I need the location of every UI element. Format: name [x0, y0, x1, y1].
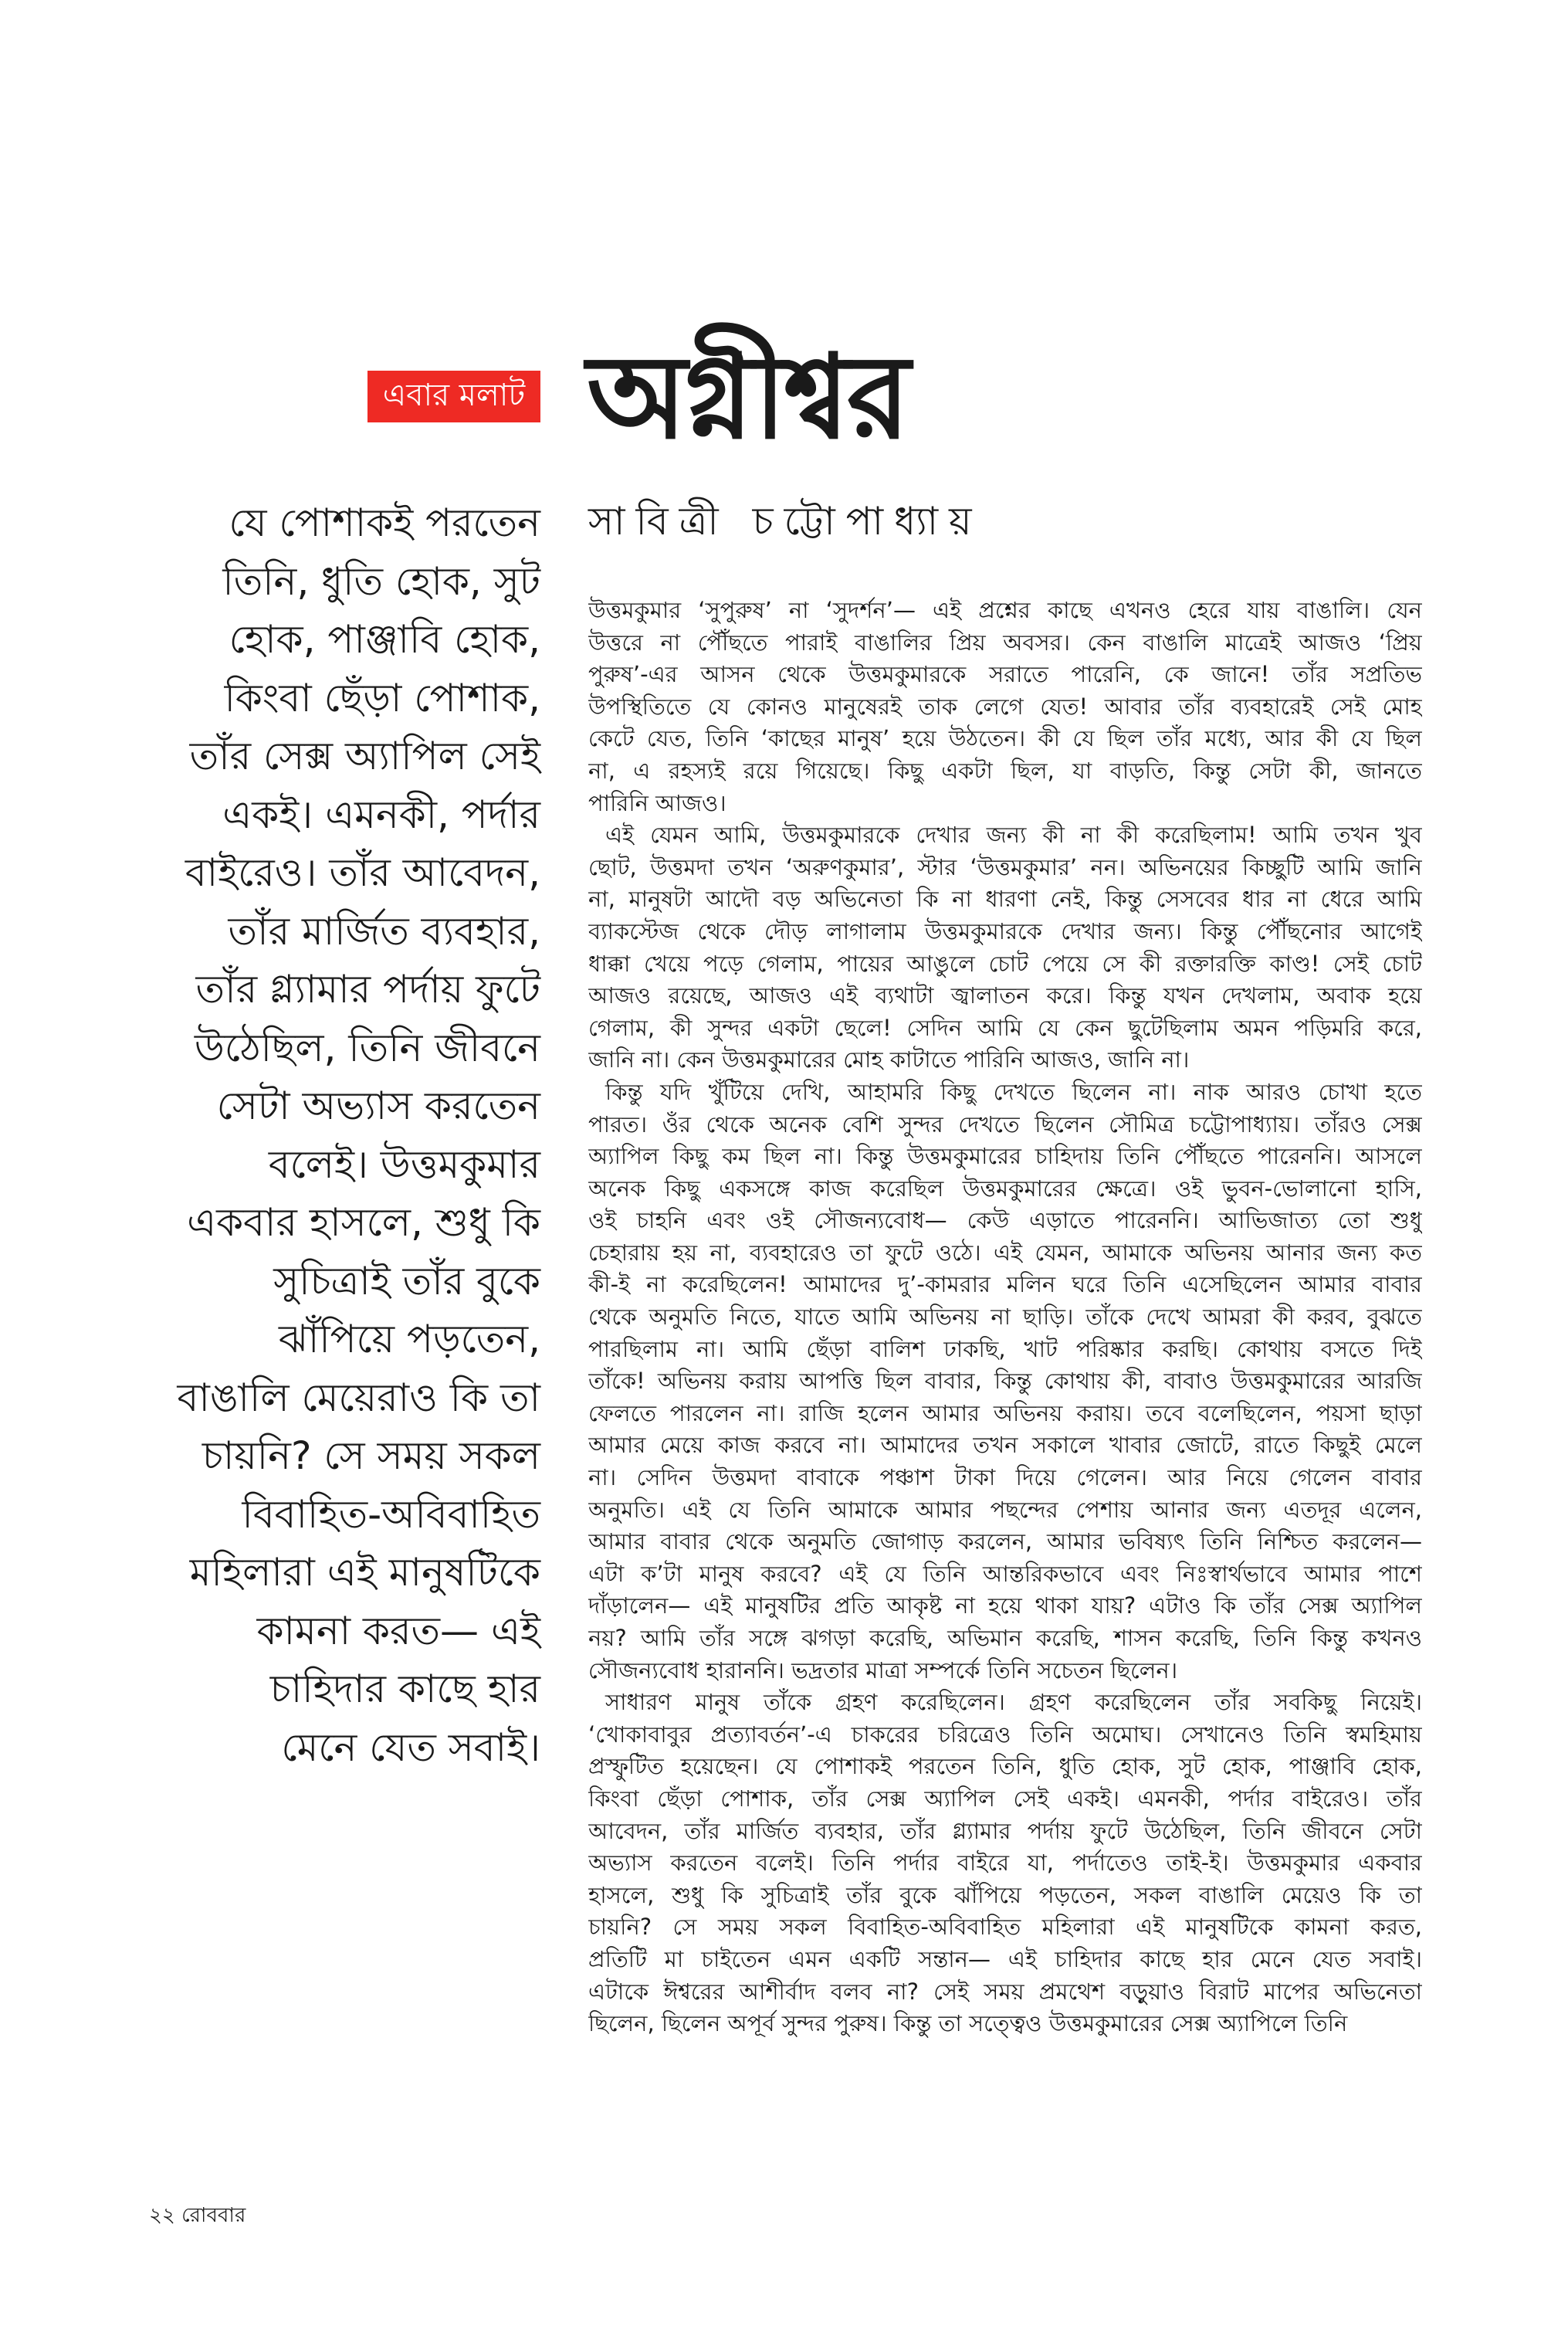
body-text-line: ছিলেন, ছিলেন অপূর্ব সুন্দর পুরুষ। কিন্তু তা সত্ত্বেও উত্তমকুমারের সেক্স অ্যাপিলে তিনি: [588, 2010, 1348, 2037]
body-text-line: ধাক্কা খেয়ে পড়ে গেলাম, পায়ের আঙুলে চোট পেয়ে সে কী রক্তারক্তি কাণ্ড! সেই চোট: [588, 950, 1422, 977]
body-text-line: এই যেমন আমি, উত্তমকুমারকে দেখার জন্য কী না কী করেছিলাম! আমি তখন খুব: [605, 822, 1422, 849]
body-text-line: পুরুষ’-এর আসন থেকে উত্তমকুমারকে সরাতে পারেনি, কে জানে! তাঁর সপ্রতিভ: [588, 661, 1422, 688]
body-text-line: আজও রয়েছে, আজও এই ব্যথাটা জ্বালাতন করে। কিন্তু যখন দেখলাম, অবাক হয়ে: [588, 982, 1422, 1009]
body-text-line: উত্তরে না পৌঁছতে পারাই বাঙালির প্রিয় অবসর। কেন বাঙালি মাত্রেই আজও ‘প্রিয়: [588, 629, 1422, 656]
body-text-line: চেহারায় হয় না, ব্যবহারেও তা ফুটে ওঠে। এই যেমন, আমাকে অভিনয় আনার জন্য কত: [588, 1239, 1422, 1266]
pull-quote-line: একই। এমনকী, পর্দার: [222, 792, 540, 837]
pull-quote-line: বিবাহিত-অবিবাহিত: [242, 1491, 540, 1537]
body-text-line: ব্যাকস্টেজ থেকে দৌড় লাগালাম উত্তমকুমারকে দেখার জন্য। কিন্তু পৌঁছনোর আগেই: [588, 917, 1422, 944]
body-text-line: কেটে যেত, তিনি ‘কাছের মানুষ’ হয়ে উঠতেন। কী যে ছিল তাঁর মধ্যে, আর কী যে ছিল: [588, 725, 1422, 752]
body-text-line: আমার মেয়ে কাজ করবে না। আমাদের তখন সকালে খাবার জোটে, রাতে কিছুই মেলে: [588, 1432, 1422, 1459]
pull-quote-line: সুচিত্রাই তাঁর বুকে: [273, 1258, 540, 1304]
body-text-line: কিংবা ছেঁড়া পোশাক, তাঁর সেক্স অ্যাপিল সেই একই। এমনকী, পর্দার বাইরেও। তাঁর: [588, 1785, 1422, 1812]
pull-quote-line: তিনি, ধুতি হোক, সুট: [222, 558, 540, 604]
body-text-line: অ্যাপিল কিছু কম ছিল না। কিন্তু উত্তমকুমারের চাহিদায় তিনি পৌঁছতে পারেননি। আসলে: [588, 1143, 1422, 1170]
body-text-line: গেলাম, কী সুন্দর একটা ছেলে! সেদিন আমি যে কেন ছুটেছিলাম অমন পড়িমরি করে,: [588, 1014, 1422, 1041]
body-text-line: অনুমতি। এই যে তিনি আমাকে আমার পছন্দের পেশায় আনার জন্য এতদূর এলেন,: [588, 1496, 1422, 1523]
body-text-line: ছোট, উত্তমদা তখন ‘অরুণকুমার’, স্টার ‘উত্তমকুমার’ নন। অভিনয়ের কিচ্ছুটি আমি জানি: [588, 853, 1422, 880]
body-text-line: প্রতিটি মা চাইতেন এমন একটি সন্তান— এই চাহিদার কাছে হার মেনে যেত সবাই।: [588, 1945, 1422, 1972]
pull-quote-line: হোক, পাঞ্জাবি হোক,: [229, 617, 540, 662]
pull-quote-line: চাহিদার কাছে হার: [269, 1667, 540, 1711]
paragraph: [588, 595, 1422, 819]
body-text-line: হাসলে, শুধু কি সুচিত্রাই তাঁর বুকে ঝাঁপিয়ে পড়তেন, সকল বাঙালি মেয়েও কি তা: [588, 1881, 1422, 1908]
pull-quote-line: যে পোশাকই পরতেন: [229, 500, 540, 545]
pull-quote-line: কামনা করত— এই: [256, 1608, 540, 1653]
body-text-line: পারিনি আজও।: [588, 789, 726, 816]
section-label-badge: এবার মলাট: [367, 371, 540, 422]
body-text-line: ওই চাহনি এবং ওই সৌজন্যবোধ— কেউ এড়াতে পারেননি। আভিজাত্য তো শুধু: [588, 1207, 1422, 1234]
body-text-line: দাঁড়ালেন— এই মানুষটির প্রতি আকৃষ্ট না হয়ে থাকা যায়? এটাও কি তাঁর সেক্স অ্যাপিল: [588, 1592, 1422, 1619]
pull-quote-line: বাইরেও। তাঁর আবেদন,: [185, 850, 540, 895]
pull-quote-line: তাঁর সেক্স অ্যাপিল সেই: [189, 734, 540, 778]
pull-quote-line: ঝাঁপিয়ে পড়তেন,: [278, 1317, 540, 1361]
author-byline: সাবিত্রী চট্টোপাধ্যায়: [588, 499, 983, 544]
paragraph: [588, 819, 1422, 1077]
body-text-line: সৌজন্যবোধ হারাননি। ভদ্রতার মাত্রা সম্পর্কে তিনি সচেতন ছিলেন।: [588, 1656, 1178, 1683]
body-text-line: অভ্যাস করতেন বলেই। তিনি পর্দার বাইরে যা, পর্দাতেও তাই-ই। উত্তমকুমার একবার: [588, 1850, 1422, 1877]
body-text-line: চায়নি? সে সময় সকল বিবাহিত-অবিবাহিত মহিলারা এই মানুষটিকে কামনা করত,: [588, 1914, 1422, 1941]
page-footer: ২২ রোববার: [149, 2204, 246, 2227]
body-text-line: থেকে অনুমতি নিতে, যাতে আমি অভিনয় না ছাড়ি। তাঁকে দেখে আমরা কী করব, বুঝতে: [588, 1304, 1422, 1331]
body-text-line: ‘খোকাবাবুর প্রত্যাবর্তন’-এ চাকরের চরিত্রেও তিনি অমোঘ। সেখানেও তিনি স্বমহিমায়: [588, 1721, 1422, 1748]
body-text-line: এটা ক’টা মানুষ করবে? এই যে তিনি আন্তরিকভাবে এবং নিঃস্বার্থভাবে আমার পাশে: [588, 1560, 1422, 1587]
paragraph: [588, 1077, 1422, 1687]
article-title: অগ্নীশ্বর: [587, 331, 908, 465]
body-text-line: সাধারণ মানুষ তাঁকে গ্রহণ করেছিলেন। গ্রহণ করেছিলেন তাঁর সবকিছু নিয়েই।: [605, 1689, 1422, 1716]
body-text-line: তাঁকে! অভিনয় করায় আপত্তি ছিল বাবার, কিন্তু কোথায় কী, বাবাও উত্তমকুমারের আরজি: [588, 1368, 1422, 1395]
pull-quote-line: বাঙালি মেয়েরাও কি তা: [177, 1375, 540, 1420]
body-text-line: প্রস্ফুটিত হয়েছেন। যে পোশাকই পরতেন তিনি, ধুতি হোক, সুট হোক, পাঞ্জাবি হোক,: [588, 1753, 1422, 1780]
pull-quote: [131, 494, 540, 1777]
paragraph: [588, 1687, 1422, 2040]
body-text-line: আমার বাবার থেকে অনুমতি জোগাড় করলেন, আমার ভবিষ্যৎ তিনি নিশ্চিত করলেন—: [588, 1528, 1422, 1555]
body-text-line: জানি না। কেন উত্তমকুমারের মোহ কাটাতে পারিনি আজও, জানি না।: [588, 1046, 1190, 1073]
pull-quote-line: উঠেছিল, তিনি জীবনে: [194, 1025, 540, 1070]
body-text-line: না, এ রহস্যই রয়ে গিয়েছে। কিছু একটা ছিল, যা বাড়তি, কিন্তু সেটা কী, জানতে: [588, 757, 1422, 784]
article-body: [588, 595, 1422, 2040]
body-text-line: পারত। ওঁর থেকে অনেক বেশি সুন্দর দেখতে ছিলেন সৌমিত্র চট্টোপাধ্যায়। তাঁরও সেক্স: [588, 1110, 1422, 1138]
pull-quote-line: তাঁর গ্ল্যামার পর্দায় ফুটে: [195, 967, 540, 1012]
pull-quote-line: একবার হাসলে, শুধু কি: [187, 1200, 540, 1245]
body-text-line: অনেক কিছু একসঙ্গে কাজ করেছিল উত্তমকুমারের ক্ষেত্রে। ওই ভুবন-ভোলানো হাসি,: [588, 1175, 1422, 1202]
body-text-line: না, মানুষটা আদৌ বড় অভিনেতা কি না ধারণা নেই, কিন্তু সেসবের ধার না ধেরে আমি: [588, 886, 1422, 913]
body-text-line: ফেলতে পারলেন না। রাজি হলেন আমার অভিনয় করায়। তবে বলেছিলেন, পয়সা ছাড়া: [588, 1399, 1422, 1426]
body-text-line: না। সেদিন উত্তমদা বাবাকে পঞ্চাশ টাকা দিয়ে গেলেন। আর নিয়ে গেলেন বাবার: [588, 1464, 1422, 1491]
body-text-line: কী-ই না করেছিলেন! আমাদের দু’-কামরার মলিন ঘরে তিনি এসেছিলেন আমার বাবার: [588, 1271, 1422, 1298]
body-text-line: কিন্তু যদি খুঁটিয়ে দেখি, আহামরি কিছু দেখতে ছিলেন না। নাক আরও চোখা হতে: [605, 1078, 1422, 1105]
body-text-line: নয়? আমি তাঁর সঙ্গে ঝগড়া করেছি, অভিমান করেছি, শাসন করেছি, তিনি কিন্তু কখনও: [588, 1625, 1422, 1651]
body-text-line: পারছিলাম না। আমি ছেঁড়া বালিশ ঢাকছি, খাট পরিষ্কার করছি। কোথায় বসতে দিই: [588, 1335, 1422, 1362]
body-text-line: এটাকে ঈশ্বরের আশীর্বাদ বলব না? সেই সময় প্রমথেশ বড়ুয়াও বিরাট মাপের অভিনেতা: [588, 1978, 1422, 2005]
body-text-line: উপস্থিতিতে যে কোনও মানুষেরই তাক লেগে যেত! আবার তাঁর ব্যবহারেই সেই মোহ: [588, 693, 1422, 720]
pull-quote-line: মেনে যেত সবাই।: [281, 1724, 540, 1770]
pull-quote-line: কিংবা ছেঁড়া পোশাক,: [224, 675, 540, 721]
body-text-line: আবেদন, তাঁর মার্জিত ব্যবহার, তাঁর গ্ল্যামার পর্দায় ফুটে উঠেছিল, তিনি জীবনে সেটা: [588, 1817, 1422, 1844]
pull-quote-line: চায়নি? সে সময় সকল: [202, 1433, 540, 1478]
pull-quote-line: তাঁর মার্জিত ব্যবহার,: [228, 908, 540, 954]
pull-quote-line: মহিলারা এই মানুষটিকে: [189, 1550, 540, 1595]
pull-quote-line: সেটা অভ্যাস করতেন: [216, 1083, 540, 1128]
pull-quote-line: বলেই। উত্তমকুমার: [268, 1141, 540, 1187]
body-text-line: উত্তমকুমার ‘সুপুরুষ’ না ‘সুদর্শন’— এই প্রশ্নের কাছে এখনও হেরে যায় বাঙালি। যেন: [588, 597, 1422, 623]
